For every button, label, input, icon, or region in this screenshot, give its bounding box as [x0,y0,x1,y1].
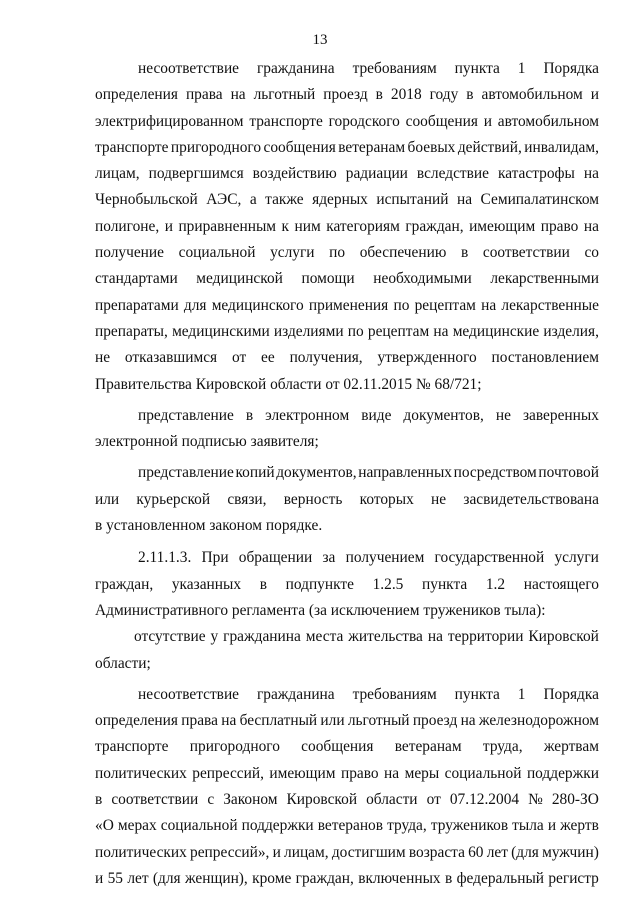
paragraph-line-last: в установленном законом порядке. [95,517,323,535]
paragraph-line: определения права на бесплатный или льготный проезд на железнодорожном [95,712,599,730]
paragraph-line: препаратами для медицинского применения по рецептам на лекарственные [95,296,599,314]
paragraph-line: представление в электронном виде документов, не заверенных [138,406,599,424]
paragraph-line: стандартами медицинской помощи необходимыми лекарственными [95,270,599,288]
paragraph-line-last: Правительства Кировской области от 02.11.2015 № 68/721; [95,375,482,393]
paragraph-line: политических репрессий, имеющим право на меры социальной поддержки [95,764,599,782]
paragraph-line: транспорте пригородного сообщения ветеранам боевых действий, инвалидам, [95,138,599,156]
paragraph-line: препараты, медицинскими изделиями по рецептам на медицинские изделия, [95,322,599,340]
paragraph-line: представление копий документов, направленных посредством почтовой [138,464,599,482]
paragraph-line: не отказавшимся от ее получения, утвержденного постановлением [95,349,599,367]
section-heading-line: 2.11.1.3. При обращении за получением государственной услуги [138,549,599,567]
paragraph-line: «О мерах социальной поддержки ветеранов труда, тружеников тыла и жертв [95,817,599,835]
paragraph-line: транспорте пригородного сообщения ветеранам труда, жертвам [95,738,599,756]
paragraph-line: политических репрессий», и лицам, достигшим возраста 60 лет (для мужчин) [95,843,599,861]
paragraph-line-last: области; [95,654,151,672]
page-number: 13 [312,32,328,48]
paragraph-line: или курьерской связи, верность которых не засвидетельствована [95,490,599,508]
paragraph-line: лицам, подвергшимся воздействию радиации вследствие катастрофы на [95,165,599,183]
paragraph-line: в соответствии с Законом Кировской области от 07.12.2004 № 280-ЗО [95,791,599,809]
paragraph-line-last: Административного регламента (за исключением тружеников тыла): [95,601,546,619]
paragraph-line: граждан, указанных в подпункте 1.2.5 пункта 1.2 настоящего [95,575,599,593]
paragraph-line: несоответствие гражданина требованиям пункта 1 Порядка [138,60,599,77]
paragraph-line-last: электронной подписью заявителя; [95,433,319,451]
paragraph-line: электрифицированном транспорте городского сообщения и автомобильном [95,112,599,130]
document-body [95,56,599,892]
paragraph-line: и 55 лет (для женщин), кроме граждан, включенных в федеральный регистр [95,869,599,887]
paragraph-line: отсутствие у гражданина места жительства на территории Кировской [134,628,599,646]
paragraph-line: определения права на льготный проезд в 2018 году в автомобильном и [95,86,599,104]
paragraph-line: Чернобыльской АЭС, а также ядерных испытаний на Семипалатинском [95,191,599,209]
paragraph-line: несоответствие гражданина требованиям пункта 1 Порядка [138,685,599,703]
paragraph-line: полигоне, и приравненным к ним категориям граждан, имеющим право на [95,217,599,235]
paragraph-line: получение социальной услуги по обеспечению в соответствии со [95,244,599,262]
